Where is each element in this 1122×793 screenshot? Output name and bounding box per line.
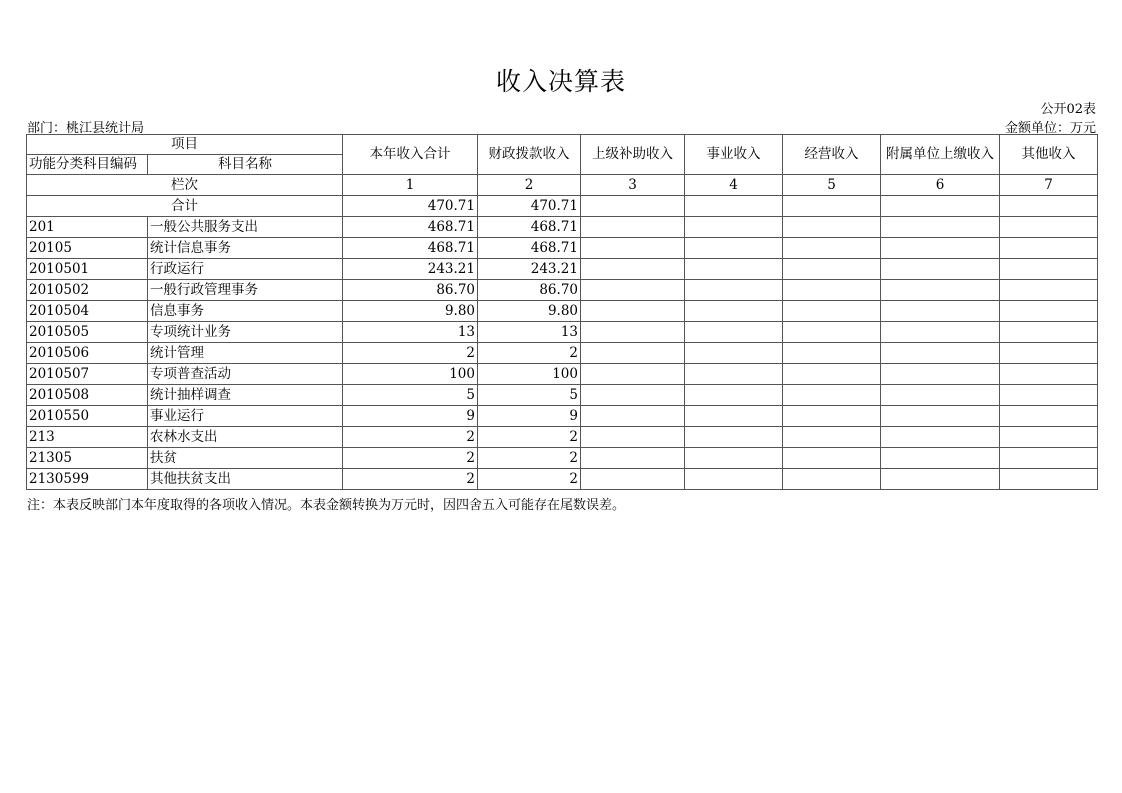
column-number: 3 [581,175,685,196]
column-number: 7 [1000,175,1098,196]
header-total-income: 本年收入合计 [343,135,478,175]
amount-cell [685,322,783,343]
table-row [27,427,1098,448]
amount-cell [881,301,1000,322]
subject-code-cell: 2010501 [27,259,148,280]
amount-cell: 468.71 [478,217,581,238]
amount-cell [581,343,685,364]
amount-unit-label: 金额单位：万元 [1004,121,1096,136]
amount-cell [685,259,783,280]
amount-cell [783,280,881,301]
amount-cell [685,217,783,238]
header-superior-subsidy: 上级补助收入 [581,135,685,175]
total-cell [685,196,783,217]
amount-cell: 2 [478,343,581,364]
subject-name-cell: 扶贫 [148,448,343,469]
amount-cell [783,385,881,406]
header-fiscal-income: 财政拨款收入 [478,135,581,175]
header-code: 功能分类科目编码 [27,155,148,175]
column-number-row [27,175,1098,196]
amount-cell [881,406,1000,427]
amount-cell [881,385,1000,406]
page-title: 收入决算表 [495,67,626,96]
column-number: 6 [881,175,1000,196]
amount-cell [1000,259,1098,280]
total-cell [783,196,881,217]
subject-code-cell: 2010550 [27,406,148,427]
header-name: 科目名称 [148,155,343,175]
amount-cell [685,385,783,406]
subject-name-cell: 一般行政管理事务 [148,280,343,301]
header-affiliate-income: 附属单位上缴收入 [881,135,1000,175]
amount-cell: 100 [343,364,478,385]
header-row [27,135,1098,155]
amount-cell [1000,238,1098,259]
amount-cell [783,364,881,385]
amount-cell [685,238,783,259]
header-item: 项目 [27,135,343,155]
subject-name-cell: 一般公共服务支出 [148,217,343,238]
amount-cell: 468.71 [343,217,478,238]
table-row [27,343,1098,364]
amount-cell [581,280,685,301]
amount-cell [783,469,881,490]
total-cell [881,196,1000,217]
column-number: 4 [685,175,783,196]
header-other-income: 其他收入 [1000,135,1098,175]
subject-code-cell: 2010508 [27,385,148,406]
header-business-income: 事业收入 [685,135,783,175]
total-label: 合计 [27,196,343,217]
amount-cell [581,322,685,343]
department-label: 部门：桃江县统计局 [27,121,145,136]
amount-cell: 468.71 [478,238,581,259]
subject-code-cell: 2130599 [27,469,148,490]
table-row [27,238,1098,259]
amount-cell [581,427,685,448]
amount-cell [783,406,881,427]
amount-cell [1000,217,1098,238]
amount-cell: 86.70 [478,280,581,301]
amount-cell: 5 [343,385,478,406]
amount-cell [881,448,1000,469]
amount-cell [581,301,685,322]
amount-cell [881,427,1000,448]
amount-cell: 5 [478,385,581,406]
amount-cell: 468.71 [343,238,478,259]
amount-cell [685,343,783,364]
amount-cell [881,322,1000,343]
amount-cell [1000,322,1098,343]
column-number: 5 [783,175,881,196]
amount-cell [1000,427,1098,448]
form-number: 公开02表 [1040,102,1096,117]
amount-cell [1000,385,1098,406]
subject-code-cell: 2010505 [27,322,148,343]
subject-name-cell: 行政运行 [148,259,343,280]
amount-cell [881,469,1000,490]
amount-cell: 2 [478,427,581,448]
column-number: 2 [478,175,581,196]
table-row [27,448,1098,469]
amount-cell: 9 [343,406,478,427]
amount-cell: 86.70 [343,280,478,301]
subject-code-cell: 2010504 [27,301,148,322]
amount-cell: 2 [478,469,581,490]
table-row [27,280,1098,301]
subject-code-cell: 213 [27,427,148,448]
amount-cell [881,364,1000,385]
amount-cell [581,364,685,385]
amount-cell: 2 [343,469,478,490]
amount-cell [783,238,881,259]
amount-cell [881,343,1000,364]
amount-cell: 2 [343,448,478,469]
subject-code-cell: 2010506 [27,343,148,364]
amount-cell [581,448,685,469]
subject-code-cell: 21305 [27,448,148,469]
amount-cell: 9 [478,406,581,427]
subject-name-cell: 事业运行 [148,406,343,427]
subject-code-cell: 2010502 [27,280,148,301]
amount-cell [1000,364,1098,385]
subject-name-cell: 专项普查活动 [148,364,343,385]
table-row [27,364,1098,385]
amount-cell [1000,343,1098,364]
amount-cell: 9.80 [478,301,581,322]
amount-cell [783,343,881,364]
amount-cell [783,322,881,343]
table-row [27,385,1098,406]
amount-cell [1000,469,1098,490]
subject-name-cell: 其他扶贫支出 [148,469,343,490]
amount-cell [685,448,783,469]
amount-cell [783,217,881,238]
table-row [27,406,1098,427]
amount-cell: 243.21 [478,259,581,280]
amount-cell: 2 [478,448,581,469]
amount-cell [581,469,685,490]
subject-name-cell: 专项统计业务 [148,322,343,343]
column-number-label: 栏次 [27,175,343,196]
amount-cell [1000,301,1098,322]
amount-cell: 13 [478,322,581,343]
table-row [27,301,1098,322]
table-row [27,259,1098,280]
amount-cell [685,301,783,322]
header-operating-income: 经营收入 [783,135,881,175]
amount-cell: 2 [343,427,478,448]
amount-cell [881,259,1000,280]
amount-cell [685,280,783,301]
total-row [27,196,1098,217]
amount-cell [881,238,1000,259]
subject-name-cell: 信息事务 [148,301,343,322]
amount-cell [581,217,685,238]
amount-cell [581,259,685,280]
amount-cell [783,427,881,448]
amount-cell [783,259,881,280]
amount-cell [685,427,783,448]
subject-code-cell: 201 [27,217,148,238]
amount-cell [783,448,881,469]
table-row [27,322,1098,343]
total-cell: 470.71 [478,196,581,217]
table-row [27,469,1098,490]
subject-code-cell: 20105 [27,238,148,259]
total-cell: 470.71 [343,196,478,217]
amount-cell [881,217,1000,238]
table-row [27,217,1098,238]
subject-name-cell: 统计管理 [148,343,343,364]
amount-cell [1000,406,1098,427]
amount-cell: 9.80 [343,301,478,322]
subject-code-cell: 2010507 [27,364,148,385]
amount-cell [581,406,685,427]
amount-cell [581,238,685,259]
amount-cell [685,469,783,490]
amount-cell [581,385,685,406]
amount-cell: 100 [478,364,581,385]
subject-name-cell: 农林水支出 [148,427,343,448]
subject-name-cell: 统计抽样调查 [148,385,343,406]
amount-cell: 2 [343,343,478,364]
amount-cell [685,406,783,427]
footnote: 注：本表反映部门本年度取得的各项收入情况。本表金额转换为万元时，因四舍五入可能存在尾数误差。 [27,498,626,513]
amount-cell: 13 [343,322,478,343]
column-number: 1 [343,175,478,196]
subject-name-cell: 统计信息事务 [148,238,343,259]
total-cell [1000,196,1098,217]
amount-cell [783,301,881,322]
amount-cell [1000,448,1098,469]
amount-cell [685,364,783,385]
amount-cell [881,280,1000,301]
amount-cell [1000,280,1098,301]
total-cell [581,196,685,217]
income-table [26,134,1098,490]
amount-cell: 243.21 [343,259,478,280]
